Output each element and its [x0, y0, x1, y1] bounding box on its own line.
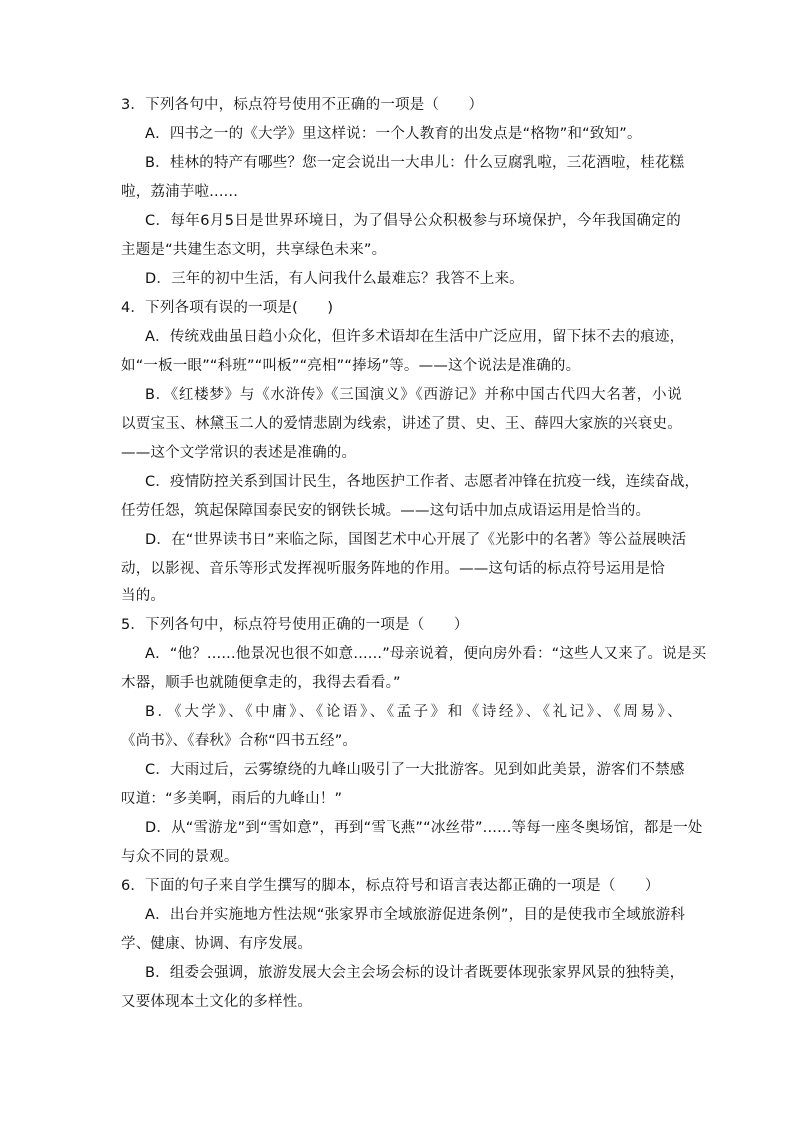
question-4-option-c: C．疫情防控关系到国计民生，各地医护工作者、志愿者冲锋在抗疫一线，连续奋战， [145, 474, 700, 490]
question-4-option-d-cont: 动，以影视、音乐等形式发挥视听服务阵地的作用。——这句话的标点符号运用是恰 [121, 561, 665, 577]
question-4-option-b-cont: 以贾宝玉、林黛玉二人的爱情悲剧为线索，讲述了贯、史、王、薛四大家族的兴衰史。 [121, 416, 682, 432]
question-4-option-d: D．在“世界读书日”来临之际，国图艺术中心开展了《光影中的名著》等公益展映活 [145, 532, 687, 548]
question-3-stem: 3．下列各句中，标点符号使用不正确的一项是（ ） [121, 97, 484, 113]
question-5-stem: 5．下列各句中，标点符号使用正确的一项是（ ） [121, 617, 469, 633]
question-5-option-a: A．“他？......他景况也很不如意......”母亲说着，便向房外看：“这些人又来了。说是买 [145, 646, 707, 662]
question-5-option-d-cont: 与众不同的景观。 [121, 849, 239, 865]
question-3-option-d: D．三年的初中生活，有人问我什么最难忘？我答不上来。 [145, 271, 524, 287]
question-4-option-a-cont: 如“一板一眼”“科班”“叫板”“亮相”“捧场”等。——这个说法是准确的。 [121, 358, 581, 374]
question-4-stem: 4．下列各项有误的一项是( ) [121, 300, 334, 316]
question-5-option-c: C．大雨过后，云雾缭绕的九峰山吸引了一大批游客。见到如此美景，游客们不禁感 [145, 762, 685, 778]
question-6-option-a: A．出台并实施地方性法规“张家界市全域旅游促进条例”，目的是使我市全域旅游科 [145, 907, 686, 923]
question-3-option-b-cont: 啦，荔浦芋啦...... [121, 184, 239, 200]
question-5-option-b: B．《大学》、《中庸》、《论语》、《孟子》和《诗经》、《礼记》、《周易》、 [145, 704, 682, 720]
question-4-option-c-cont: 任劳任怨，筑起保障国泰民安的钢铁长城。——这句话中加点成语运用是恰当的。 [121, 503, 651, 519]
question-3-option-b: B．桂林的特产有哪些？您一定会说出一大串儿：什么豆腐乳啦，三花酒啦，桂花糕 [145, 155, 685, 171]
question-3-option-c: C．每年6月5日是世界环境日，为了倡导公众积极参与环境保护，今年我国确定的 [145, 213, 681, 229]
question-6-option-a-cont: 学、健康、协调、有序发展。 [121, 936, 313, 952]
question-4-option-b-cont2: ——这个文学常识的表述是准确的。 [121, 445, 357, 461]
question-4-option-b: B．《红楼梦》与《水浒传》《三国演义》《西游记》并称中国古代四大名著，小说 [145, 387, 682, 403]
question-6-option-b-cont: 又要体现本土文化的多样性。 [121, 994, 313, 1010]
question-3-option-a: A．四书之一的《大学》里这样说：一个人教育的出发点是“格物”和“致知”。 [145, 126, 642, 142]
question-3-option-c-cont: 主题是“共建生态文明，共享绿色未来”。 [121, 242, 387, 258]
question-5-option-a-cont: 木器，顺手也就随便拿走的，我得去看看。” [121, 675, 401, 691]
question-6-stem: 6．下面的句子来自学生撰写的脚本，标点符号和语言表达都正确的一项是（ ） [121, 878, 660, 894]
question-4-option-d-cont2: 当的。 [121, 588, 166, 604]
question-5-option-c-cont: 叹道：“多美啊，雨后的九峰山！” [121, 791, 343, 807]
question-5-option-b-cont: 《尚书》、《春秋》合称“四书五经”。 [121, 733, 358, 749]
question-5-option-d: D．从“雪游龙”到“雪如意”，再到“雪飞燕”“冰丝带”......等每一座冬奥场馆，都是一处 [145, 820, 703, 836]
question-6-option-b: B．组委会强调，旅游发展大会主会场会标的设计者既要体现张家界风景的独特美， [145, 965, 685, 981]
question-4-option-a: A．传统戏曲虽日趋小众化，但许多术语却在生活中广泛应用，留下抹不去的痕迹， [145, 329, 685, 345]
